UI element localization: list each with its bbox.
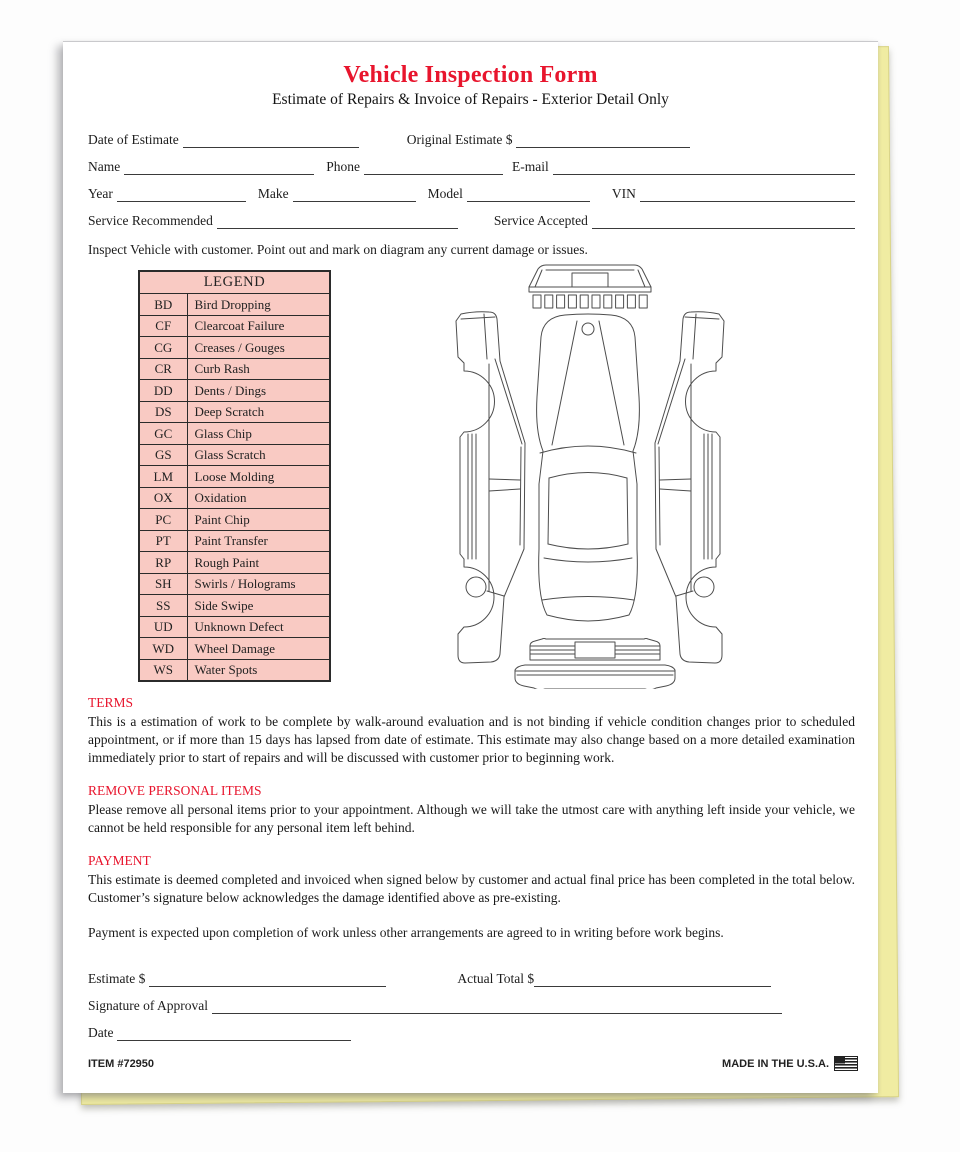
made-in-usa <box>722 1056 858 1071</box>
signature-label: Signature of Approval <box>88 998 208 1013</box>
email-blank <box>553 161 855 175</box>
make-blank <box>293 188 416 202</box>
year-label: Year <box>88 186 113 201</box>
legend-header: LEGEND <box>139 271 330 294</box>
legend-row: CG Creases / Gouges <box>139 337 330 359</box>
legend-row: UD Unknown Defect <box>139 616 330 638</box>
payment-heading: PAYMENT <box>88 852 151 868</box>
legend-header-row <box>139 271 330 294</box>
legend-row: RP Rough Paint <box>139 552 330 574</box>
estimate-label: Estimate $ <box>88 971 146 986</box>
date-label: Date <box>88 1025 114 1040</box>
inspection-form-sheet <box>63 41 878 1093</box>
phone-label: Phone <box>326 159 360 174</box>
payment-body: This estimate is deemed completed and invoiced when signed below by customer and actual final price has been completed in the total below. Customer’s signature below acknowledges the damage identified above as pre-existing. <box>88 871 855 905</box>
payment-body-2: Payment is expected upon completion of work unless other arrangements are agreed to in writing before work begins. <box>88 924 724 940</box>
date-of-estimate-label: Date of Estimate <box>88 132 179 147</box>
field-row-estimate-date <box>88 132 855 148</box>
field-row-contact <box>88 159 855 175</box>
actual-total-label: Actual Total $ <box>457 971 535 986</box>
make-label: Make <box>257 186 289 201</box>
date-blank <box>117 1027 351 1041</box>
vehicle-diagram <box>425 259 755 689</box>
model-label: Model <box>427 186 463 201</box>
page-title: Vehicle Inspection Form <box>343 62 598 88</box>
original-estimate-label: Original Estimate $ <box>406 132 513 147</box>
payment-section <box>88 853 855 942</box>
terms-body: This is a estimation of work to be complete by walk-around evaluation and is not binding if vehicle condition changes prior to scheduled appointment, or if more than 15 days has lapsed from date of estimate. This estimate may also change based on a more detailed examination immediately prior to start of repairs and will be discussed with customer prior to beginning work. <box>88 714 855 765</box>
service-recommended-label: Service Recommended <box>88 213 213 228</box>
footer <box>88 1056 858 1071</box>
service-accepted-blank <box>592 215 855 229</box>
legend-row: SS Side Swipe <box>139 595 330 617</box>
car-side-view-right <box>655 312 724 663</box>
field-row-service <box>88 213 855 229</box>
legend-row: GC Glass Chip <box>139 423 330 445</box>
vin-blank <box>640 188 855 202</box>
signature-blank <box>212 1000 782 1014</box>
title-block <box>63 62 878 109</box>
date-of-estimate-blank <box>183 134 359 148</box>
service-accepted-label: Service Accepted <box>493 213 588 228</box>
legend-row: CF Clearcoat Failure <box>139 315 330 337</box>
legend-row: WD Wheel Damage <box>139 638 330 660</box>
phone-blank <box>364 161 503 175</box>
legend-row: CR Curb Rash <box>139 358 330 380</box>
totals-row-date <box>88 1024 855 1041</box>
actual-total-blank <box>534 973 771 987</box>
name-blank <box>124 161 314 175</box>
personal-items-body: Please remove all personal items prior to your appointment. Although we will take the utmost care with anything left inside your vehicle, we cannot be held responsible for any personal item left behind. <box>88 801 855 835</box>
legend-row: LM Loose Molding <box>139 466 330 488</box>
name-label: Name <box>88 159 121 174</box>
estimate-blank <box>149 973 386 987</box>
inspection-instruction: Inspect Vehicle with customer. Point out and mark on diagram any current damage or issues. <box>88 242 588 257</box>
original-estimate-blank <box>516 134 690 148</box>
personal-items-section <box>88 783 855 837</box>
legend-row: PC Paint Chip <box>139 509 330 531</box>
totals-block <box>88 970 855 1051</box>
form-fields <box>88 132 855 258</box>
totals-row-signature <box>88 997 855 1014</box>
car-side-view-left <box>456 312 525 663</box>
legend-row: DD Dents / Dings <box>139 380 330 402</box>
item-number: ITEM #72950 <box>88 1057 155 1070</box>
vin-label: VIN <box>611 186 636 201</box>
page-subtitle: Estimate of Repairs & Invoice of Repairs - Exterior Detail Only <box>272 91 669 108</box>
legend-row: GS Glass Scratch <box>139 444 330 466</box>
personal-items-heading: REMOVE PERSONAL ITEMS <box>88 782 262 798</box>
totals-row-amounts <box>88 970 855 987</box>
legend-row: BD Bird Dropping <box>139 294 330 316</box>
made-in-usa-label: MADE IN THE U.S.A. <box>722 1057 829 1070</box>
terms-section <box>88 695 855 767</box>
terms-sections <box>88 695 855 958</box>
legend-row: SH Swirls / Holograms <box>139 573 330 595</box>
legend-row: PT Paint Transfer <box>139 530 330 552</box>
email-label: E-mail <box>511 159 549 174</box>
legend-row: WS Water Spots <box>139 659 330 681</box>
car-front-view <box>529 265 651 308</box>
year-blank <box>117 188 246 202</box>
model-blank <box>467 188 590 202</box>
car-top-view <box>537 314 640 621</box>
us-flag-icon <box>834 1056 858 1071</box>
field-row-vehicle <box>88 186 855 202</box>
legend-table <box>138 270 331 682</box>
terms-heading: TERMS <box>88 695 134 710</box>
legend-row: OX Oxidation <box>139 487 330 509</box>
service-recommended-blank <box>217 215 458 229</box>
legend-row: DS Deep Scratch <box>139 401 330 423</box>
car-rear-view <box>515 639 675 690</box>
